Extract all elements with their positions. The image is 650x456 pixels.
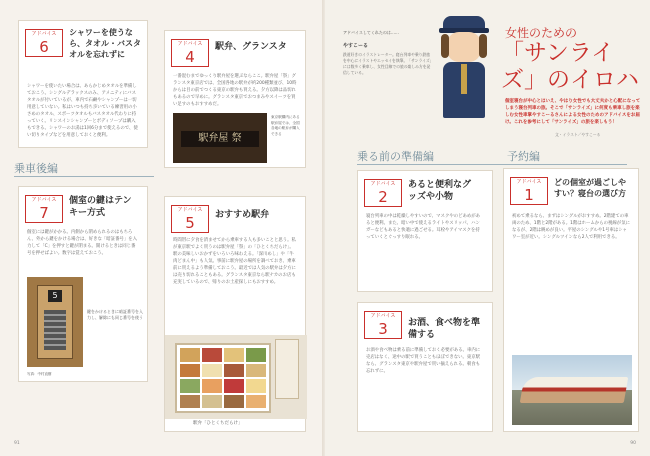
profile-name: やすこーる — [343, 43, 369, 49]
advice-badge: アドバイス 2 — [364, 179, 402, 207]
section-title-preparation: 乗る前の準備編 — [357, 148, 507, 164]
advice-badge: アドバイス 7 — [25, 195, 63, 223]
card-body: 個室には鍵がかかる。内側から閉められるのはもちろん、外から鍵をかける場合は、好きな「暗証番号」を入力して「C」を押すと鍵が閉まる。開けるときは同じ番号を押せばよい。数字は覚えておこう。 — [27, 230, 138, 256]
advice-badge: アドバイス 1 — [510, 177, 548, 205]
page-number-left: 91 — [14, 441, 20, 446]
profile-header: アドバイスしてくれたのは…… — [343, 30, 399, 35]
feature-title-big: 「サンライズ」のイロハ — [501, 40, 639, 93]
card-body: 時間帯に夕食を済ませてから乗車する人も多いことと思う。私が東京駅でよく買うのは駅弁屋「祭」の「ひとくちだらけ」。駅の美味しいおかずをいろいろ味わえる。「深川めし」や「牛肉どまん中」も人気。事前に駅弁屋の場所を調べておき、乗車前に買えるよう準備しておこう。最近では人気の駅弁は夕方には売り切れることもある。グランスタ東京なら駅ナカのお店も充実しているので、帰りのお土産探しにもおすすめ。 — [173, 238, 296, 285]
advice-card-3 — [357, 302, 493, 432]
keypad-caption: 鍵をかけるときに暗証番号を入力し、解除にも同じ番号を使う — [87, 309, 143, 320]
ekiben-shop-photo — [173, 113, 267, 163]
conductor-illustration — [433, 12, 495, 124]
card-title: どの個室が過ごしやすい？寝台の選び方 — [554, 178, 626, 198]
right-page — [325, 0, 650, 456]
advice-card-1 — [503, 168, 639, 432]
shop-sign: 駅弁屋 祭 — [181, 131, 259, 147]
section-title-after-boarding: 乗車後編 — [14, 160, 154, 176]
advice-card-5 — [164, 196, 306, 432]
bento-caption: 駅弁「ひとくちだらけ」 — [193, 421, 243, 426]
bento-photo — [165, 335, 307, 419]
card-body: 一番混むまでゆっくり駅弁屋を選ぶならここ。駅弁屋「祭」グランスタ東京店では、全国各地の駅弁が約200種類並び、10時からは目の前でつくる東京の駅弁も買える。夕方以降は品切れもあるので早めに。グランスタ東京でおつまみやスイーツを買い足すのもおすすめだ。 — [173, 74, 297, 107]
advice-badge: アドバイス 6 — [25, 29, 63, 57]
card-title: おすすめ駅弁 — [215, 210, 270, 220]
keypad — [44, 310, 66, 350]
page-number-right: 90 — [630, 441, 636, 446]
card-body: 寝台列車の中は乾燥しやすいので、マスクやのどあめがあると便利。また、暗い中で使えるライトやスリッパ、ハンガーなどもあると快適に過ごせる。耳栓やアイマスクを持っていくとぐっすり眠れる。 — [366, 214, 481, 240]
intro-text: 個室寝台が中心とはいえ、やはり女性でも大丈夫かと心配になってしまう寝台列車の旅。そこで「サンライズ」に何度も乗車し旅を楽しむ女性車掌やすこーるさんによる女性のためのアドバイスをお届け。これを参考にして「サンライズ」の旅を楽しもう！ — [505, 99, 641, 125]
card-title: 駅弁、グランスタ — [215, 42, 287, 52]
train-photo — [512, 355, 632, 425]
profile-body: 鉄道好きのイラストレーター。寝台列車や乗り鉄旅を中心にイラストやエッセイを執筆。「サンライズ」には数多く乗車し、女性目線での旅の楽しみ方を発信している。 — [343, 52, 432, 75]
profile-box — [343, 22, 433, 122]
card-body: シャワーを使いたい場合は、あらかじめタオルを準備しておこう。シングルデラックスのみ、アメニティにバスタオルが付いているが、車内で石鹸やシャンプーは一切用意していない。私はいつも持ち歩いている練習用の小さめのタオル、スポーツタオルもバスタオル代わりに持っていく。リンスインシャンプーとボディソープは購入もできる。シャワーのお湯は1回6分まで使えるので、使い切りタイプなどを用意しておくと便利。 — [27, 84, 138, 138]
sunrise-train — [520, 377, 629, 403]
advice-badge: アドバイス 5 — [171, 205, 209, 233]
photo-credit: 写真：中村直樹 — [27, 372, 52, 376]
advice-card-6 — [18, 20, 148, 148]
advice-card-7 — [18, 186, 148, 382]
door-number: 5 — [48, 290, 62, 302]
card-title: 個室の鍵はテンキー方式 — [69, 196, 132, 218]
advice-card-4 — [164, 30, 306, 168]
keypad-photo — [27, 277, 83, 367]
card-title: お酒、食べ物を準備する — [408, 318, 481, 340]
card-body: お酒や食べ物は乗る前に準備しておく必要がある。車内に売店はなく、途中の駅で買うこともほぼできない。東京駅なら、グランスタ東京や駅弁屋で買い揃えられる。朝食も忘れずに。 — [366, 348, 481, 374]
credit-line: 文・イラスト／やすこーる — [555, 132, 601, 137]
feature-title-small: 女性のための — [505, 26, 578, 40]
card-title: あると便利なグッズや小物 — [408, 180, 472, 202]
advice-badge: アドバイス 3 — [364, 311, 402, 339]
photo-caption: 東京駅構内にある駅弁屋では、全国各地の駅弁が購入できる — [271, 115, 300, 136]
card-body: 初めて乗るなら、まずはシングルがおすすめ。2階建ての車両のため、1階と2階がある。1階はホームからの視線が気になるが、2階は眺めが良い。平屋のシングルや1号車はシャワー室が近い。シングルツインなら2人で利用できる。 — [512, 214, 630, 240]
advice-card-2 — [357, 170, 493, 292]
advice-badge: アドバイス 4 — [171, 39, 209, 67]
section-title-reservation: 予約編 — [507, 148, 647, 164]
card-title: シャワーを使うなら、タオル・バスタオルを忘れずに — [69, 28, 141, 59]
